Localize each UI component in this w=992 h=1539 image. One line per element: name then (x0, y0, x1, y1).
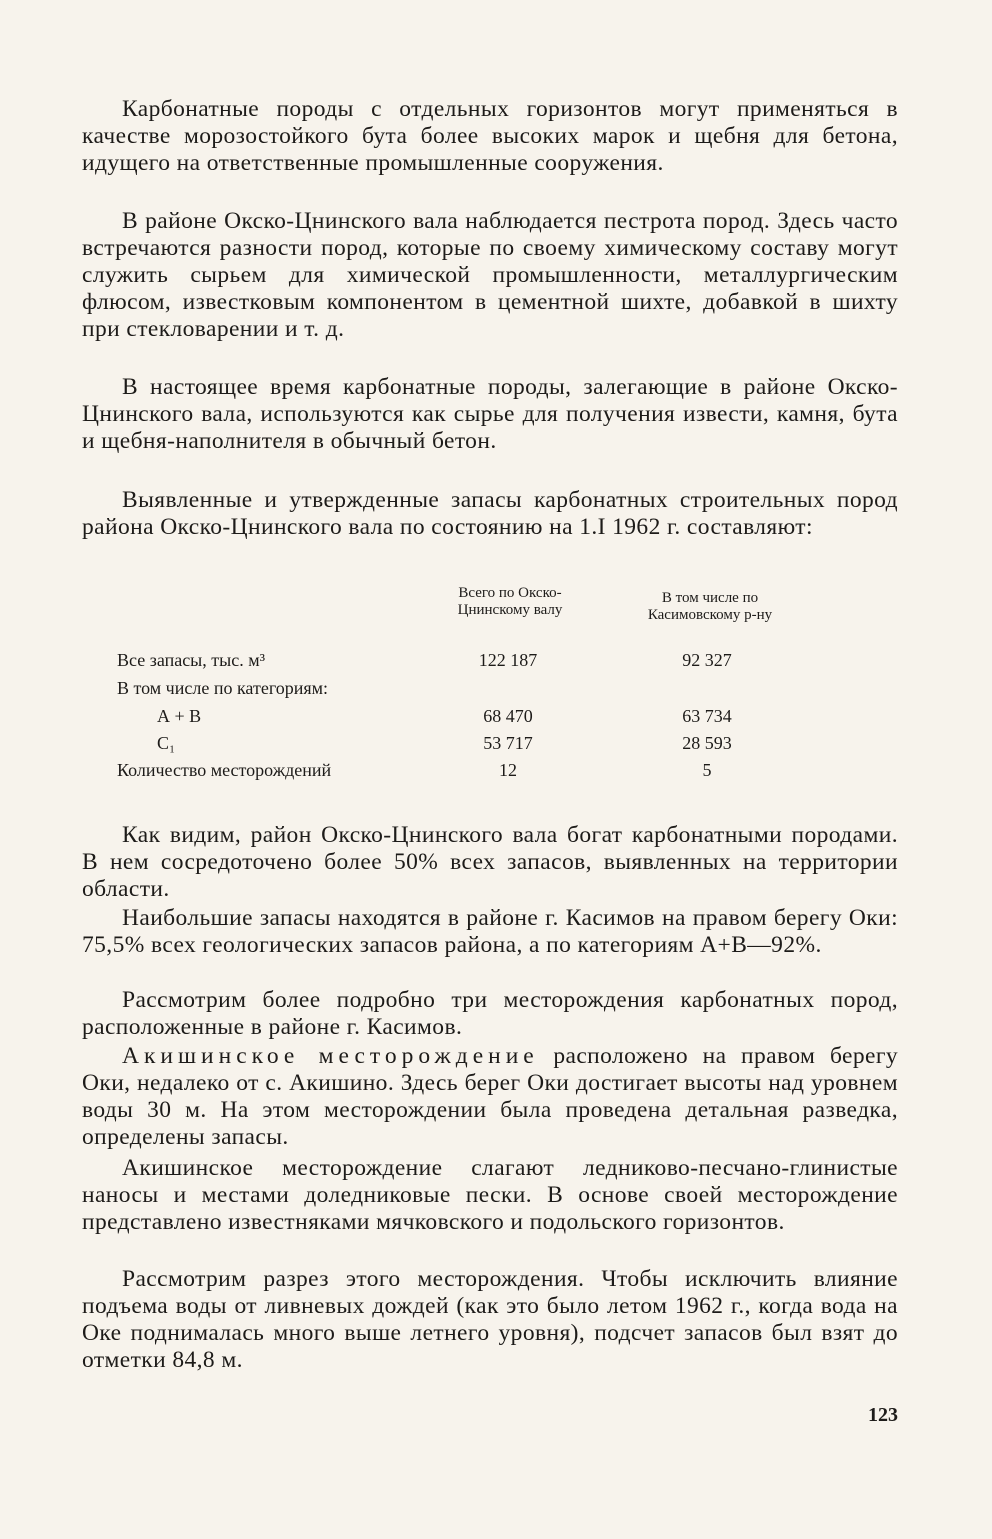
page-number: 123 (868, 1404, 898, 1426)
table-cell: 92 327 (682, 650, 732, 670)
table-col2-header: В том числе по Касимовскому р-ну (647, 590, 773, 623)
table-col1-header: Всего по Окско-Цнинскому валу (457, 585, 563, 618)
paragraph-8-text: расположено на правом берегу Оки, недалеко от с. Акишино. Здесь берег Оки достигает высоты над уровнем воды 30 м. На этом месторождении была проведена детальная разведка, определены запасы. (82, 1043, 899, 1150)
table-row-label: Количество месторождений (117, 760, 332, 780)
table-row-label: А + В (157, 706, 202, 726)
table-cell: 122 187 (478, 650, 538, 670)
table-cell: 53 717 (483, 733, 533, 753)
table-row-label: Все запасы, тыс. м³ (117, 650, 266, 670)
paragraph-10: Рассмотрим разрез этого месторождения. Чтобы исключить влияние подъема воды от ливневых дождей (как это было летом 1962 г., когда вода на Оке поднималась много выше летнего уровня), подсчет запасов был взят до отметки 84,8 м. (82, 1266, 898, 1373)
table-cell: 12 (499, 760, 517, 780)
paragraph-3: В настоящее время карбонатные породы, залегающие в районе Окско-Цнинского вала, используются как сырье для получения извести, камня, бута и щебня-наполнителя в обычный бетон. (82, 374, 898, 454)
table-cell: 63 734 (682, 706, 732, 726)
paragraph-7: Рассмотрим более подробно три месторождения карбонатных пород, расположенные в районе г. Касимов. (82, 987, 898, 1040)
paragraph-9: Акишинское месторождение слагают ледниково-песчано-глинистые наносы и местами доледниковые пески. В основе своей месторождение представлено известняками мячковского и подольского горизонтов. (82, 1155, 898, 1235)
paragraph-2: В районе Окско-Цнинского вала наблюдается пестрота пород. Здесь часто встречаются разности пород, которые по своему химическому составу могут служить сырьем для химической промышленности, металлургическим флюсом, известковым компонентом в цементной шихте, добавкой в шихту при стекловарении и т. д. (82, 208, 898, 342)
paragraph-1: Карбонатные породы с отдельных горизонтов могут применяться в качестве морозостойкого бута более высоких марок и щебня для бетона, идущего на ответственные промышленные сооружения. (82, 96, 898, 176)
paragraph-8 (82, 1043, 898, 1151)
table-row-label: В том числе по категориям: (117, 678, 329, 698)
table-cell: 28 593 (682, 733, 732, 753)
paragraph-4: Выявленные и утвержденные запасы карбонатных строительных пород района Окско-Цнинского вала по состоянию на 1.I 1962 г. составляют: (82, 487, 898, 540)
deposit-name: Акишинское месторождение (122, 1043, 539, 1069)
table-cell: 5 (702, 760, 712, 780)
paragraph-6: Наибольшие запасы находятся в районе г. Касимов на правом берегу Оки: 75,5% всех геологических запасов района, а по категориям А+В—92%. (82, 905, 898, 958)
paragraph-5: Как видим, район Окско-Цнинского вала богат карбонатными породами. В нем сосредоточено более 50% всех запасов, выявленных на территории области. (82, 822, 898, 902)
table-cell: 68 470 (483, 706, 533, 726)
table-row-label: С₁ (157, 733, 176, 753)
